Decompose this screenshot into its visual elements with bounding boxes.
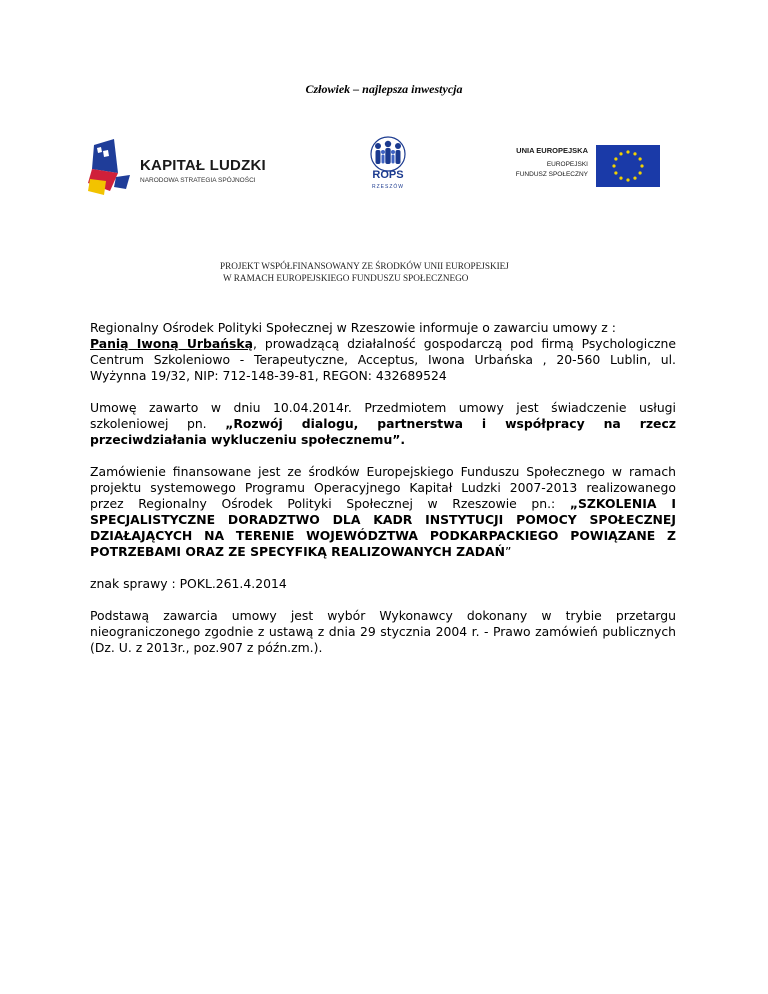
logo-bar	[0, 136, 768, 196]
financing-text: Zamówienie finansowane jest ze środków Europejskiego Funduszu Społecznego w ramach projektu systemowego Programu Operacyjnego Kapitał Ludzki 2007-2013 realizowanego przez Regionalny Ośrodek Polityki Społecznej w Rzeszowie pn.:	[90, 464, 676, 511]
eu-flag-icon	[596, 145, 660, 187]
kapital-ludzki-logo	[88, 139, 288, 197]
paragraph-financing	[90, 464, 676, 560]
paragraph-legal-basis: Podstawą zawarcia umowy jest wybór Wykonawcy dokonany w trybie przetargu nieograniczonego zgodnie z ustawą z dnia 29 stycznia 2004 r. - Prawo zamówień publicznych (Dz. U. z 2013r., poz.907 z późn.zm.).	[90, 608, 676, 655]
kapital-ludzki-subtitle: NARODOWA STRATEGIA SPÓJNOŚCI	[140, 177, 256, 184]
cofinancing-line-1: PROJEKT WSPÓŁFINANSOWANY ZE ŚRODKÓW UNII EUROPEJSKIEJ	[220, 261, 509, 271]
project-title: „SZKOLENIA I SPECJALISTYCZNE DORADZTWO DLA KADR INSTYTUCJI POMOCY SPOŁECZNEJ DZIAŁAJĄCYCH NA TERENIE WOJEWÓDZTWA PODKARPACKIEGO POWIĄZANE Z POTRZEBAMI ORAZ ZE SPECYFIKĄ REALIZOWANYCH ZADAŃ	[90, 496, 676, 559]
cofinancing-notice	[220, 260, 509, 284]
rops-logo	[358, 136, 418, 196]
ue-title: UNIA EUROPEJSKA	[516, 146, 588, 155]
training-title: „Rozwój dialogu, partnerstwa i współpracy na rzecz przeciwdziałania wykluczeniu społecznemu”.	[90, 416, 676, 447]
announcement-body	[90, 320, 676, 672]
paragraph-intro: Regionalny Ośrodek Polityki Społecznej w Rzeszowie informuje o zawarciu umowy z :	[90, 320, 616, 335]
rops-people-icon	[358, 136, 418, 172]
contractor-name: Panią Iwoną Urbańską	[90, 336, 254, 351]
ue-subtitle-2: FUNDUSZ SPOŁECZNY	[515, 171, 588, 178]
ue-efs-logo	[500, 140, 660, 190]
header-motto: Człowiek – najlepsza inwestycja	[305, 82, 463, 96]
contract-date-text: Umowę zawarto w dniu 10.04.2014r. Przedmiotem umowy jest świadczenie usługi szkoleniowej pn.	[90, 400, 676, 431]
kapital-ludzki-title: KAPITAŁ LUDZKI	[140, 157, 266, 174]
paragraph-contract-party	[90, 320, 676, 384]
project-title-end: ”	[505, 544, 512, 559]
case-number: znak sprawy : POKL.261.4.2014	[90, 576, 287, 591]
rops-city: RZESZÓW	[372, 184, 404, 190]
ue-subtitle-1: EUROPEJSKI	[546, 161, 588, 168]
cofinancing-line-2: W RAMACH EUROPEJSKIEGO FUNDUSZU SPOŁECZNEGO	[223, 273, 469, 283]
kapital-ludzki-emblem-icon	[88, 139, 136, 197]
contractor-details: , prowadzącą działalność gospodarczą pod firmą Psychologiczne Centrum Szkoleniowo - Terapeutyczne, Acceptus, Iwona Urbańska , 20-560 Lublin, ul. Wyżynna 19/32, NIP: 712-148-39-81, REGON: 432689524	[90, 336, 676, 383]
paragraph-contract-subject	[90, 400, 676, 448]
rops-name: ROPS	[372, 169, 404, 181]
